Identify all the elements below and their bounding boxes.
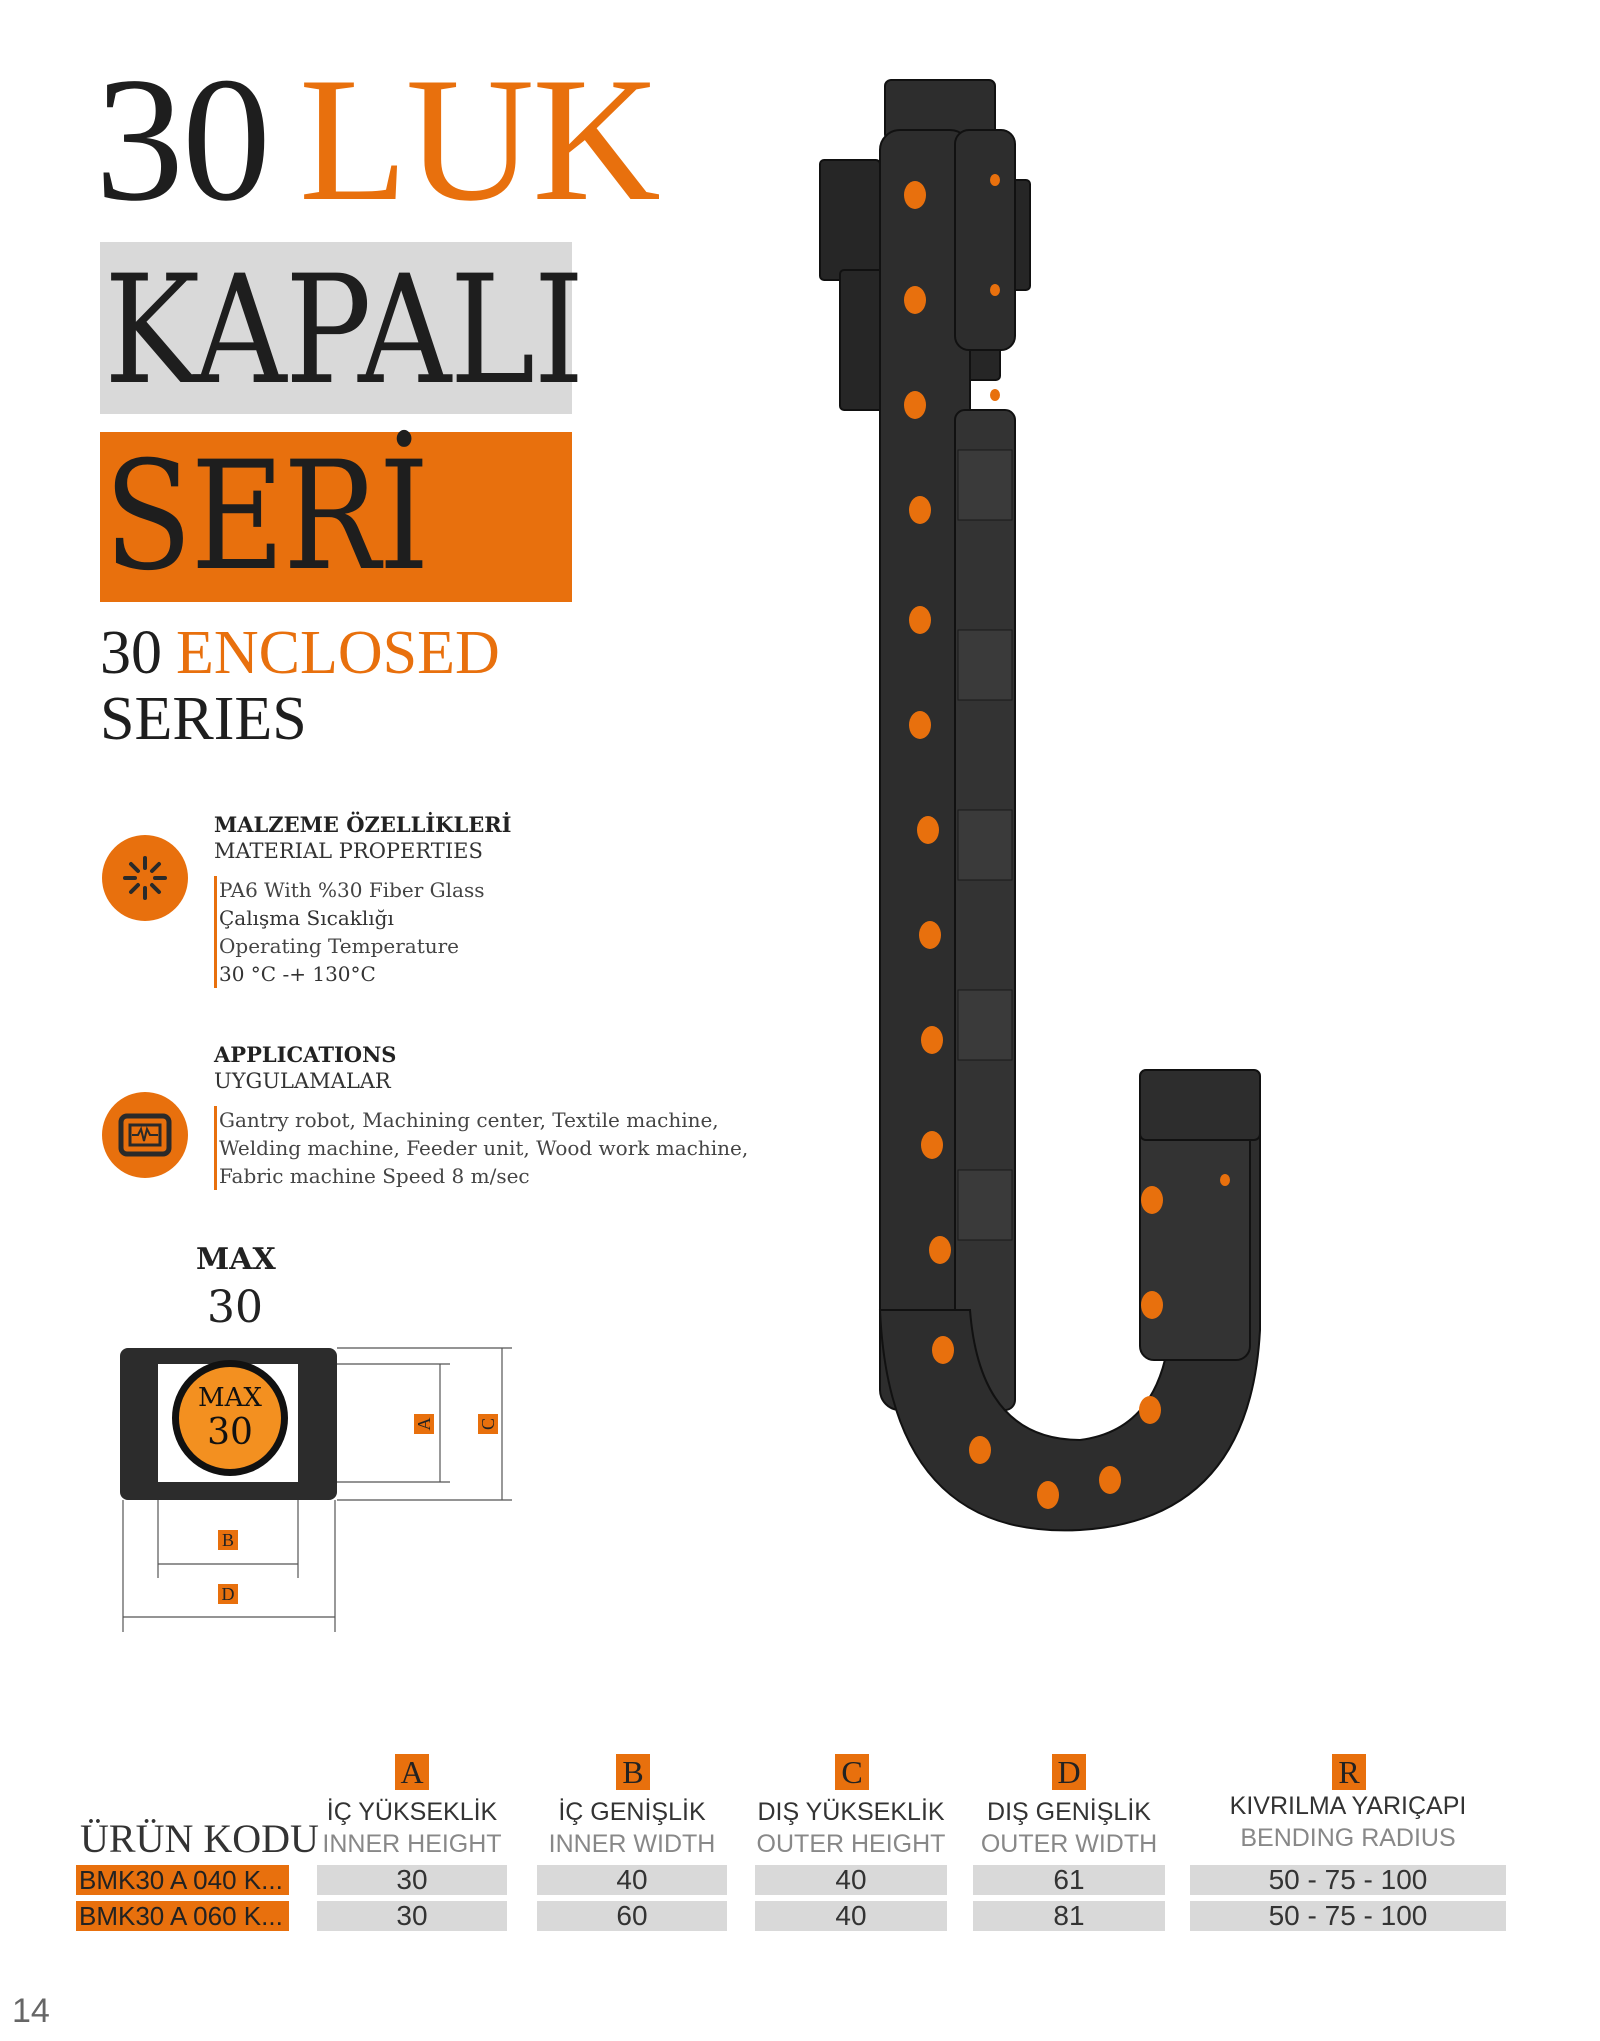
material-line: 30 °C -+ 130°C	[219, 962, 376, 986]
applications-heading-tr: UYGULAMALAR	[214, 1069, 391, 1093]
column-header-d	[973, 1796, 1165, 1860]
column-header-tr: DIŞ GENİŞLİK	[987, 1798, 1151, 1826]
column-header-tr: İÇ YÜKSEKLİK	[326, 1798, 498, 1826]
column-header-en: BENDING RADIUS	[1240, 1824, 1456, 1852]
material-line: Çalışma Sıcaklığı	[219, 906, 394, 930]
product-code: BMK30 A 060 K...	[76, 1901, 289, 1931]
dimension-lines	[0, 0, 600, 1700]
subtitle-word: ENCLOSED	[176, 619, 500, 687]
column-header-en: INNER HEIGHT	[322, 1830, 502, 1858]
column-header-b	[537, 1796, 727, 1860]
product-code-header: ÜRÜN KODU	[80, 1816, 319, 1861]
applications-heading-en: APPLICATIONS	[214, 1042, 397, 1067]
title-box-grey-text: KAPALI	[104, 244, 583, 418]
column-letter-b: B	[616, 1754, 650, 1790]
table-cell: 40	[755, 1865, 947, 1895]
dimension-label-b: B	[218, 1530, 238, 1550]
column-letter-c: C	[835, 1754, 869, 1790]
applications-line: Gantry robot, Machining center, Textile machine,	[219, 1108, 719, 1132]
column-header-tr: KIVRILMA YARIÇAPI	[1229, 1792, 1467, 1820]
table-cell: 61	[973, 1865, 1165, 1895]
column-letter-r: R	[1332, 1754, 1366, 1790]
dimension-label-d: D	[218, 1584, 238, 1604]
column-header-en: OUTER WIDTH	[980, 1830, 1158, 1858]
material-line: PA6 With %30 Fiber Glass	[219, 878, 485, 902]
title-box-orange-text: SERİ	[104, 430, 428, 604]
table-cell: 81	[973, 1901, 1165, 1931]
table-cell: 30	[317, 1865, 507, 1895]
dimension-label-c: C	[478, 1414, 498, 1434]
column-header-en: INNER WIDTH	[548, 1830, 716, 1858]
table-cell: 40	[755, 1901, 947, 1931]
subtitle-number: 30	[100, 619, 162, 687]
cable-circle-label: MAX	[198, 1383, 262, 1413]
column-letter-a: A	[395, 1754, 429, 1790]
table-cell: 50 - 75 - 100	[1190, 1901, 1506, 1931]
column-header-en: OUTER HEIGHT	[756, 1830, 946, 1858]
column-header-r	[1190, 1790, 1506, 1854]
max-label: MAX	[196, 1242, 276, 1277]
table-cell: 60	[537, 1901, 727, 1931]
column-header-c	[755, 1796, 947, 1860]
title-word: LUK	[299, 40, 659, 238]
dimension-label-a: A	[414, 1414, 434, 1434]
title-number: 30	[95, 40, 269, 238]
applications-line: Welding machine, Feeder unit, Wood work machine,	[219, 1136, 749, 1160]
column-header-a	[317, 1796, 507, 1860]
page-number: 14	[12, 1992, 50, 2030]
table-cell: 50 - 75 - 100	[1190, 1865, 1506, 1895]
material-heading-en: MATERIAL PROPERTIES	[214, 839, 483, 863]
column-header-tr: DIŞ YÜKSEKLİK	[757, 1798, 945, 1826]
table-cell: 40	[537, 1865, 727, 1895]
column-header-tr: İÇ GENİŞLİK	[558, 1798, 706, 1826]
applications-line: Fabric machine Speed 8 m/sec	[219, 1164, 530, 1188]
material-line: Operating Temperature	[219, 934, 460, 958]
table-cell: 30	[317, 1901, 507, 1931]
column-letter-d: D	[1052, 1754, 1086, 1790]
subtitle-line2: SERIES	[100, 685, 307, 753]
cable-chain-image	[780, 70, 1320, 1550]
material-heading-tr: MALZEME ÖZELLİKLERİ	[214, 812, 512, 837]
max-value: 30	[207, 1282, 263, 1333]
cable-circle-value: 30	[207, 1412, 253, 1453]
product-code: BMK30 A 040 K...	[76, 1865, 289, 1895]
